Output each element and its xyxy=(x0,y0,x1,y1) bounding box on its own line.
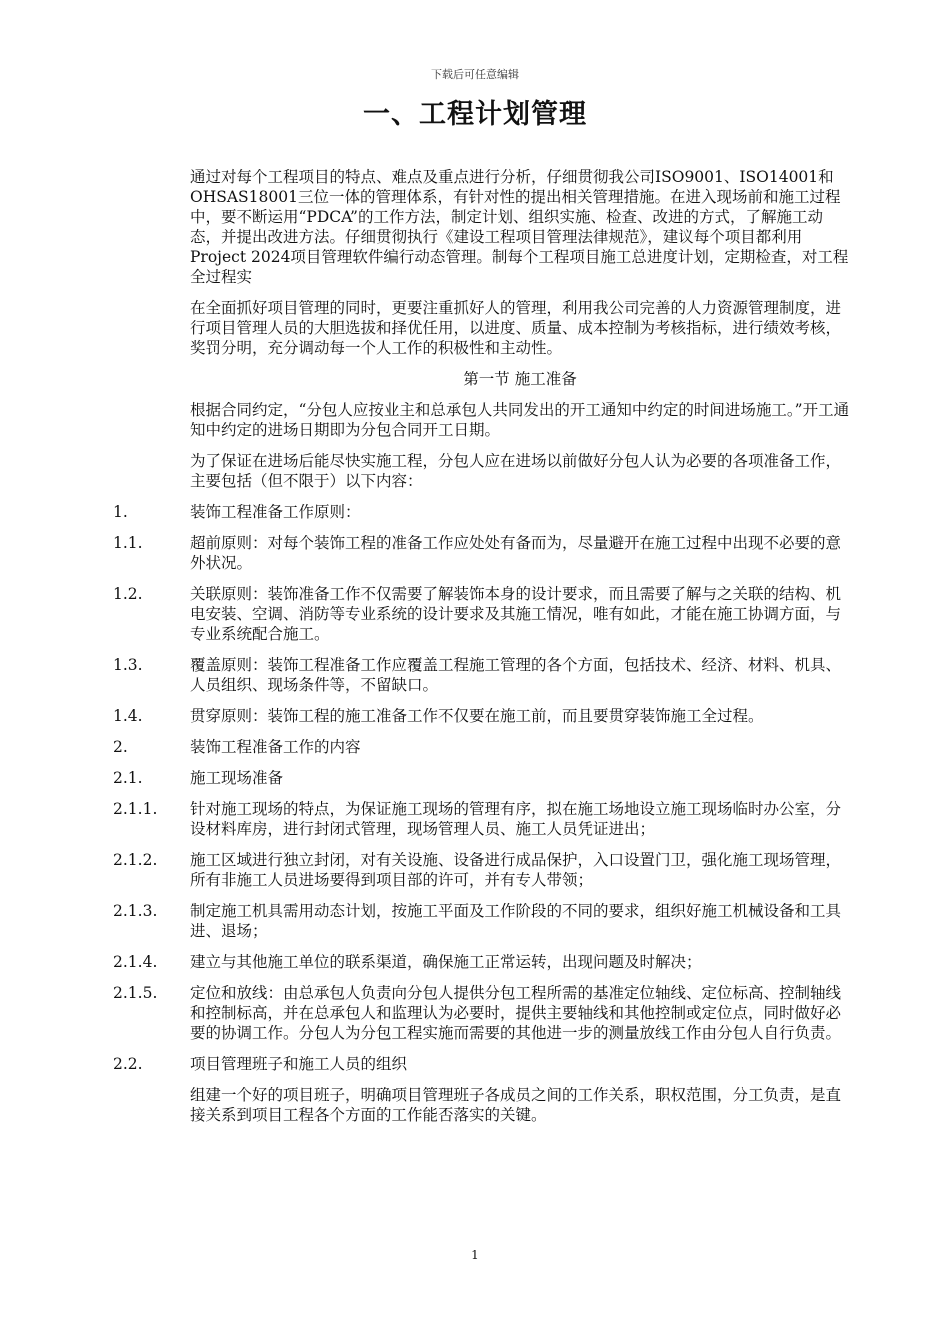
item-number: 1.1. xyxy=(113,534,143,552)
item-number: 2.1.4. xyxy=(113,953,158,971)
list-item xyxy=(113,737,853,757)
intro-paragraph-1: 通过对每个工程项目的特点、难点及重点进行分析，仔细贯彻我公司ISO9001、ISO14001和OHSAS18001三位一体的管理体系，有针对性的提出相关管理措施。在进入现场前和施工过程中，要不断运用“PDCA”的工作方法，制定计划、组织实施、检查、改进的方式，了解施工动态，并提出改进方法。仔细贯彻执行《建设工程项目管理法律规范》，建议每个项目都利用Project 2024项目管理软件编行动态管理。制每个工程项目施工总进度计划，定期检查，对工程全过程实 xyxy=(190,168,849,286)
item-text: 项目管理班子和施工人员的组织 xyxy=(190,1055,408,1073)
section-paragraph-2: 为了保证在进场后能尽快实施工程，分包人应在进场以前做好分包人认为必要的各项准备工作，主要包括（但不限于）以下内容： xyxy=(190,452,842,490)
list-item xyxy=(113,952,853,972)
item-text: 装饰工程准备工作的内容 xyxy=(190,738,361,756)
item-text: 施工现场准备 xyxy=(190,769,284,787)
item-number: 1.2. xyxy=(113,585,143,603)
list-item xyxy=(113,768,853,788)
item-number: 1.3. xyxy=(113,656,143,674)
document-title: 一、工程计划管理 xyxy=(363,99,587,130)
item-text: 针对施工现场的特点，为保证施工现场的管理有序，拟在施工场地设立施工现场临时办公室，分设材料库房，进行封闭式管理，现场管理人员、施工人员凭证进出； xyxy=(190,800,842,838)
list-item xyxy=(113,983,853,1043)
header-note: 下载后可任意编辑 xyxy=(431,68,519,81)
list-item xyxy=(113,533,853,573)
list-item xyxy=(113,584,853,644)
item-text: 建立与其他施工单位的联系渠道，确保施工正常运转，出现问题及时解决； xyxy=(190,953,702,971)
page-number: 1 xyxy=(471,1248,479,1262)
item-number: 2.1.1. xyxy=(113,800,158,818)
item-number: 2.1.2. xyxy=(113,851,158,869)
item-number: 2. xyxy=(113,738,128,756)
item-number: 2.2. xyxy=(113,1055,143,1073)
item-text: 制定施工机具需用动态计划，按施工平面及工作阶段的不同的要求，组织好施工机械设备和工具进、退场； xyxy=(190,902,842,940)
item-number: 2.1.5. xyxy=(113,984,158,1002)
list-item xyxy=(113,706,853,726)
item-text: 覆盖原则：装饰工程准备工作应覆盖工程施工管理的各个方面，包括技术、经济、材料、机具、人员组织、现场条件等，不留缺口。 xyxy=(190,656,842,694)
item-number: 1.4. xyxy=(113,707,143,725)
item-text: 装饰工程准备工作原则： xyxy=(190,503,361,521)
closing-paragraph: 组建一个好的项目班子，明确项目管理班子各成员之间的工作关系，职权范围，分工负责，是直接关系到项目工程各个方面的工作能否落实的关键。 xyxy=(190,1086,842,1124)
item-text: 贯穿原则：装饰工程的施工准备工作不仅要在施工前，而且要贯穿装饰施工全过程。 xyxy=(190,707,764,725)
intro-paragraph-2: 在全面抓好项目管理的同时，更要注重抓好人的管理，利用我公司完善的人力资源管理制度，进行项目管理人员的大胆选拔和择优任用，以进度、质量、成本控制为考核指标，进行绩效考核，奖罚分明，充分调动每一个人工作的积极性和主动性。 xyxy=(190,299,842,357)
document-body xyxy=(113,167,853,1136)
item-number: 2.1. xyxy=(113,769,143,787)
item-text: 超前原则：对每个装饰工程的准备工作应处处有备而为，尽量避开在施工过程中出现不必要的意外状况。 xyxy=(190,534,842,572)
item-number: 1. xyxy=(113,503,128,521)
section-paragraph-1: 根据合同约定，“分包人应按业主和总承包人共同发出的开工通知中约定的时间进场施工。”开工通知中约定的进场日期即为分包合同开工日期。 xyxy=(190,401,850,439)
list-item xyxy=(113,850,853,890)
item-text: 施工区域进行独立封闭，对有关设施、设备进行成品保护，入口设置门卫，强化施工现场管理，所有非施工人员进场要得到项目部的许可，并有专人带领； xyxy=(190,851,842,889)
list-item xyxy=(113,655,853,695)
item-text: 定位和放线：由总承包人负责向分包人提供分包工程所需的基准定位轴线、定位标高、控制轴线和控制标高，并在总承包人和监理认为必要时，提供主要轴线和其他控制或定位点，同时做好必要的协调工作。分包人为分包工程实施而需要的其他进一步的测量放线工作由分包人自行负责。 xyxy=(190,984,842,1042)
section-heading: 第一节 施工准备 xyxy=(463,370,577,388)
list-item xyxy=(113,901,853,941)
list-item xyxy=(113,502,853,522)
item-text: 关联原则：装饰准备工作不仅需要了解装饰本身的设计要求，而且需要了解与之关联的结构、机电安装、空调、消防等专业系统的设计要求及其施工情况，唯有如此，才能在施工协调方面，与专业系统配合施工。 xyxy=(190,585,842,643)
item-number: 2.1.3. xyxy=(113,902,158,920)
list-item xyxy=(113,1054,853,1074)
list-item xyxy=(113,799,853,839)
